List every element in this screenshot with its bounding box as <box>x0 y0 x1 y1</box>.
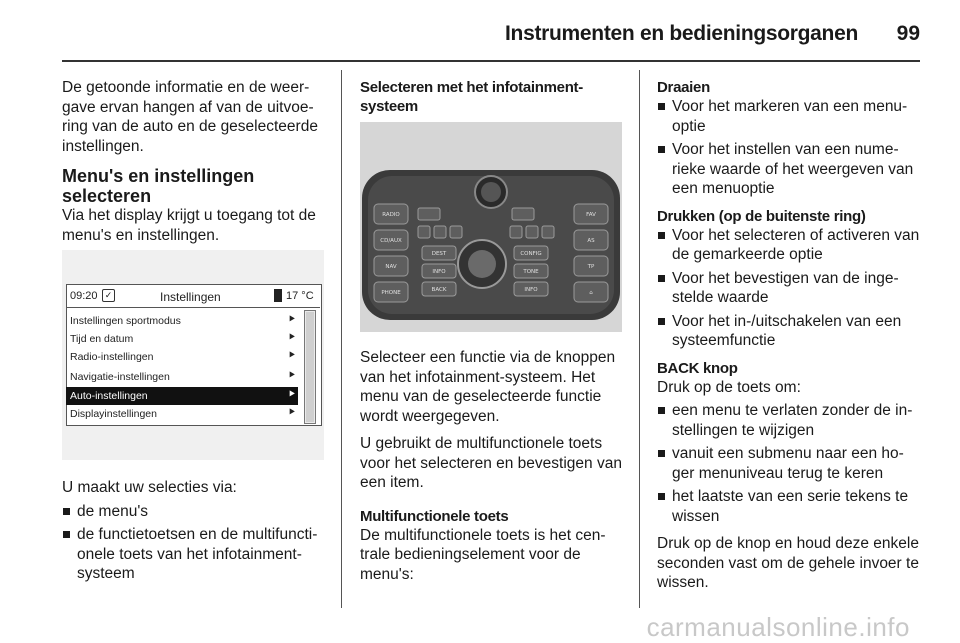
list-item: Voor het in-/uitschakelen van een systeemfunctie <box>657 312 923 351</box>
section-heading-menus: Menu's en instellingen selecteren <box>62 166 255 206</box>
panel-label: DEST <box>431 251 447 257</box>
menu-item-selected[interactable] <box>66 387 298 405</box>
menu-item[interactable] <box>66 405 298 423</box>
watermark: carmanualsonline.info <box>646 612 910 642</box>
column-2-lower <box>360 348 628 592</box>
column-2 <box>360 78 625 116</box>
arrow-right-icon: ⯈ <box>287 389 296 401</box>
panel-label: AS <box>587 238 595 244</box>
header-rule <box>62 60 920 62</box>
panel-label: CONFIG <box>520 251 542 257</box>
panel-label: INFO <box>524 287 538 293</box>
menu-item-label: Tijd en datum <box>70 333 134 345</box>
menu-item[interactable] <box>66 312 298 330</box>
panel-label: ⌂ <box>589 290 593 296</box>
arrow-right-icon: ⯈ <box>287 370 296 382</box>
intro-paragraph: De getoonde informatie en de weer-gave ervan hangen af van de uitvoe-ring van de auto en de geselecteerde instellingen. <box>62 79 318 155</box>
section-heading-infotainment: Selecteren met het infotainment-systeem <box>360 79 583 115</box>
column-1 <box>62 78 327 253</box>
screen-title-rule <box>66 307 320 308</box>
column-1-lower <box>62 478 327 592</box>
list-item: de functietoetsen en de multifuncti-onele toets van het infotainment-systeem <box>62 525 327 584</box>
infotainment-panel-figure <box>360 122 622 332</box>
menu-item[interactable] <box>66 368 298 386</box>
back-list <box>657 401 923 526</box>
back-intro: Druk op de toets om: <box>657 378 801 396</box>
multifunction-description: De multifunctionele toets is het cen-trale bedieningselement voor de menu's: <box>360 526 606 583</box>
page-number: 99 <box>896 22 920 45</box>
selections-list <box>62 502 327 584</box>
panel-label: NAV <box>385 264 397 270</box>
settings-screen-figure <box>62 250 324 460</box>
menu-item-label: Instellingen sportmodus <box>70 315 181 327</box>
column-divider-2 <box>639 70 640 608</box>
arrow-right-icon: ⯈ <box>287 407 296 419</box>
menu-item-label: Displayinstellingen <box>70 408 157 420</box>
list-item: Voor het bevestigen van de inge-stelde waarde <box>657 269 923 308</box>
list-item: de menu's <box>62 502 327 522</box>
menu-item-label: Navigatie-instellingen <box>70 371 170 383</box>
arrow-right-icon: ⯈ <box>287 314 296 326</box>
heading-draaien: Draaien <box>657 79 710 96</box>
selections-text: U maakt uw selecties via: <box>62 479 237 496</box>
panel-paragraph: Selecteer een functie via de knoppen van het infotainment-systeem. Het menu van de geselecteerde functie wordt weergegeven. <box>360 349 616 425</box>
list-item: het laatste van een serie tekens te wissen <box>657 487 923 526</box>
arrow-right-icon: ⯈ <box>287 350 296 362</box>
heading-drukken: Drukken (op de buitenste ring) <box>657 207 866 225</box>
page-header <box>62 22 920 46</box>
menu-item[interactable] <box>66 330 298 348</box>
heading-back: BACK knop <box>657 359 738 377</box>
panel-label: INFO <box>432 269 446 275</box>
column-divider-1 <box>341 70 342 608</box>
screen-title: Instellingen <box>160 290 221 304</box>
arrow-right-icon: ⯈ <box>287 332 296 344</box>
column-3 <box>657 78 923 601</box>
panel-label: TP <box>587 264 595 270</box>
multifunction-paragraph: U gebruikt de multifunctionele toets voor het selecteren en bevestigen van een item. <box>360 435 622 491</box>
screen-time: 09:20 <box>70 290 98 302</box>
panel-label: CD/AUX <box>380 238 402 244</box>
screen-scrollbar[interactable] <box>304 310 316 424</box>
section-heading-multifunction: Multifunctionele toets <box>360 507 509 525</box>
list-item: Voor het markeren van een menu-optie <box>657 97 923 136</box>
draaien-list <box>657 97 923 199</box>
panel-label: FAV <box>586 212 596 218</box>
list-item: Voor het selecteren of activeren van de gemarkeerde optie <box>657 226 923 265</box>
panel-label: BACK <box>431 287 447 293</box>
menu-item[interactable] <box>66 348 298 366</box>
page-title: Instrumenten en bedieningsorganen <box>505 22 858 45</box>
drukken-list <box>657 226 923 351</box>
panel-label: PHONE <box>381 290 401 296</box>
thermometer-icon <box>274 289 282 302</box>
panel-label: RADIO <box>382 212 400 218</box>
menus-paragraph: Via het display krijgt u toegang tot de menu's en instellingen. <box>62 207 316 244</box>
menu-item-label: Radio-instellingen <box>70 351 154 363</box>
check-icon: ✓ <box>102 289 115 302</box>
scrollbar-thumb[interactable] <box>306 312 314 422</box>
panel-label: TONE <box>523 269 539 275</box>
menu-item-label: Auto-instellingen <box>70 390 148 402</box>
list-item: Voor het instellen van een nume-rieke waarde of het weergeven van een menuoptie <box>657 140 923 199</box>
list-item: vanuit een submenu naar een ho-ger menuniveau terug te keren <box>657 444 923 483</box>
list-item: een menu te verlaten zonder de in-stellingen te wijzigen <box>657 401 923 440</box>
back-hold-paragraph: Druk op de knop en houd deze enkele seconden vast om de gehele invoer te wissen. <box>657 535 919 591</box>
infotainment-panel-svg <box>360 122 622 332</box>
screen-temp: 17 °C <box>286 290 314 302</box>
